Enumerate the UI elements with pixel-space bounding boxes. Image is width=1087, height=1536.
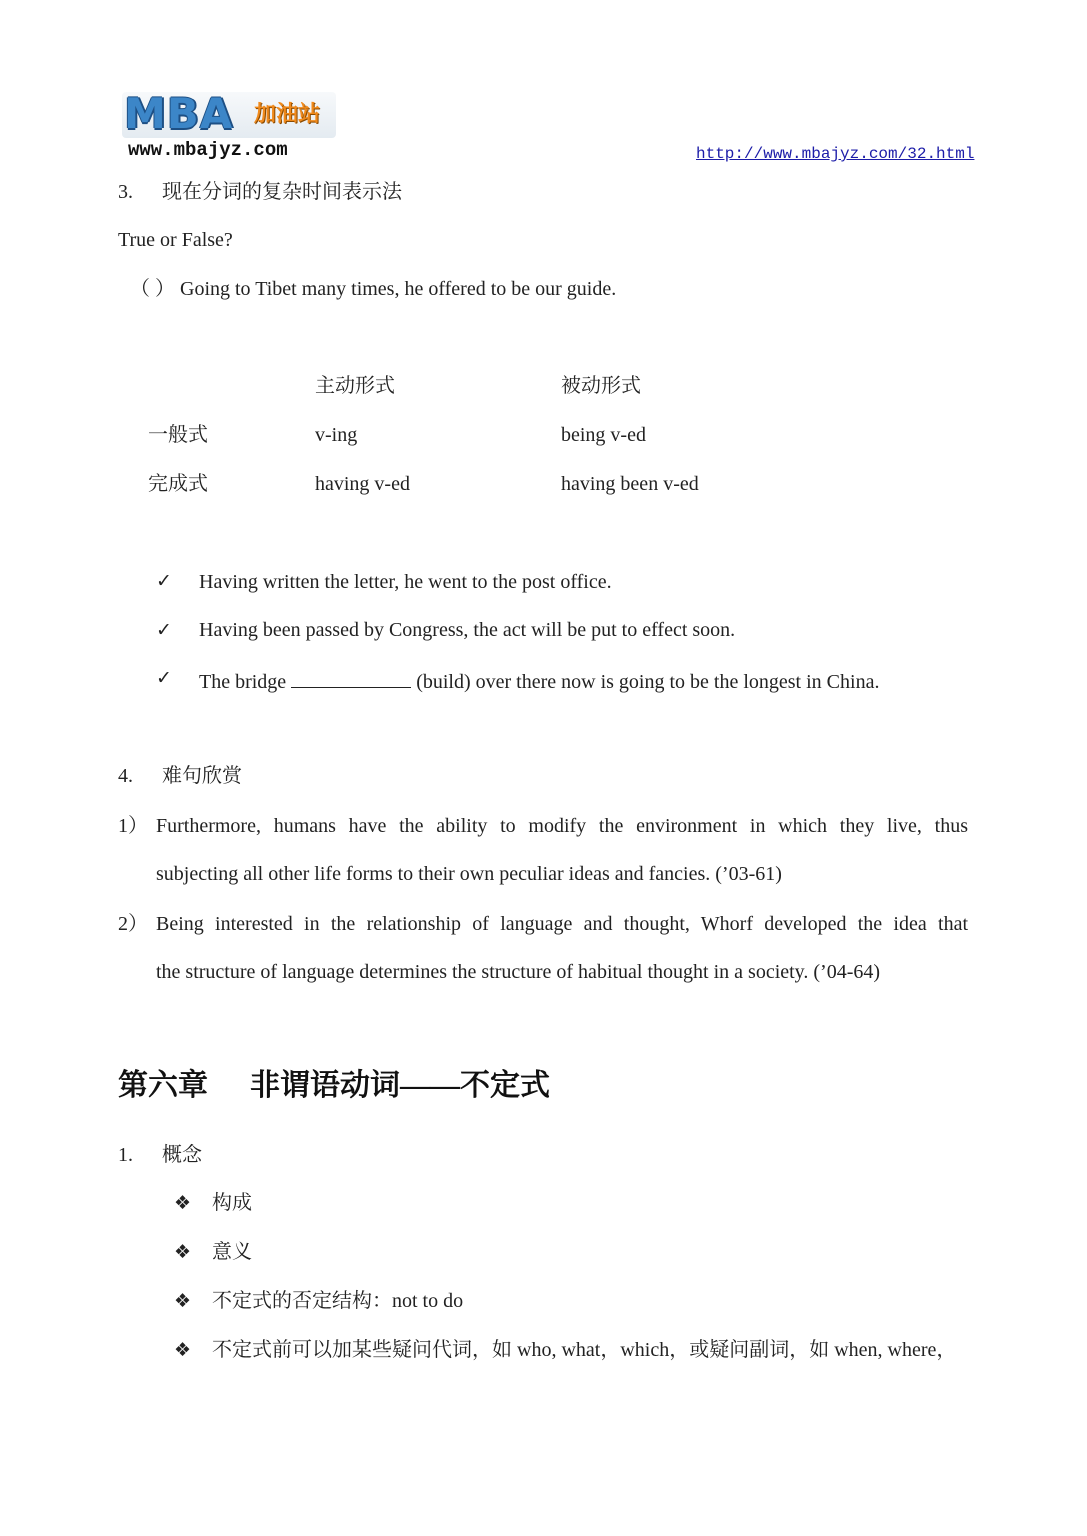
table-cell-active: having v-ed [315,473,410,495]
concept-title: 概念 [162,1144,202,1166]
section3-title: 现在分词的复杂时间表示法 [162,181,402,203]
table-cell-passive: having been v-ed [561,473,699,495]
example-blank-after: (build) over there now is going to be the longest in China. [416,671,880,693]
example-blank-before: The bridge [199,671,287,693]
example-fill-blank [199,667,879,694]
table-header-active: 主动形式 [315,375,395,397]
concept-bullet: 不定式前可以加某些疑问代词，如 who, what，which，或疑问副词，如 when, where， [212,1339,957,1361]
quiz-heading: True or False? [118,229,233,251]
logo-cn-text: 加油站 [254,102,321,127]
chapter-number: 第六章 [118,1069,208,1102]
sentence-line: subjecting all other life forms to their own peculiar ideas and fancies. (’03-61) [156,863,782,885]
answer-blank[interactable] [291,667,411,688]
section4-number: 4. [118,765,133,787]
check-icon: ✓ [156,570,172,592]
table-row-label: 一般式 [148,424,208,446]
check-icon: ✓ [156,619,172,641]
diamond-bullet-icon: ❖ [174,1192,192,1214]
section4-title: 难句欣赏 [162,765,242,787]
table-cell-active: v-ing [315,424,358,446]
concept-bullet: 意义 [212,1241,252,1263]
logo-mba-text: MBA [124,89,234,138]
sentence-line: Being interested in the relationship of language and thought, Whorf developed the idea that [156,913,968,935]
diamond-bullet-icon: ❖ [174,1339,192,1361]
table-header-passive: 被动形式 [561,375,641,397]
logo-url-text: www.mbajyz.com [128,139,288,161]
table-cell-passive: being v-ed [561,424,646,446]
section3-number: 3. [118,181,133,203]
quiz-item-text: Going to Tibet many times, he offered to be our guide. [180,278,617,300]
sentence-number: 1） [118,815,148,837]
concept-bullet: 不定式的否定结构：not to do [212,1290,464,1312]
example-item: Having written the letter, he went to the post office. [199,571,612,593]
chapter-title: 非谓语动词——不定式 [250,1069,550,1102]
sentence-line: the structure of language determines the structure of habitual thought in a society. (’04-64) [156,961,881,983]
diamond-bullet-icon: ❖ [174,1241,192,1263]
sentence-number: 2） [118,913,148,935]
quiz-item [130,277,616,301]
concept-number: 1. [118,1144,133,1166]
diamond-bullet-icon: ❖ [174,1290,192,1312]
check-icon: ✓ [156,667,172,689]
site-logo[interactable] [118,90,340,162]
example-item: Having been passed by Congress, the act will be put to effect soon. [199,619,736,641]
header-link[interactable]: http://www.mbajyz.com/32.html [696,145,975,163]
sentence-line: Furthermore, humans have the ability to modify the environment in which they live, thus [156,815,968,837]
table-row-label: 完成式 [148,473,208,495]
concept-bullet: 构成 [212,1192,252,1214]
quiz-answer-paren[interactable]: （ ） [130,278,175,300]
